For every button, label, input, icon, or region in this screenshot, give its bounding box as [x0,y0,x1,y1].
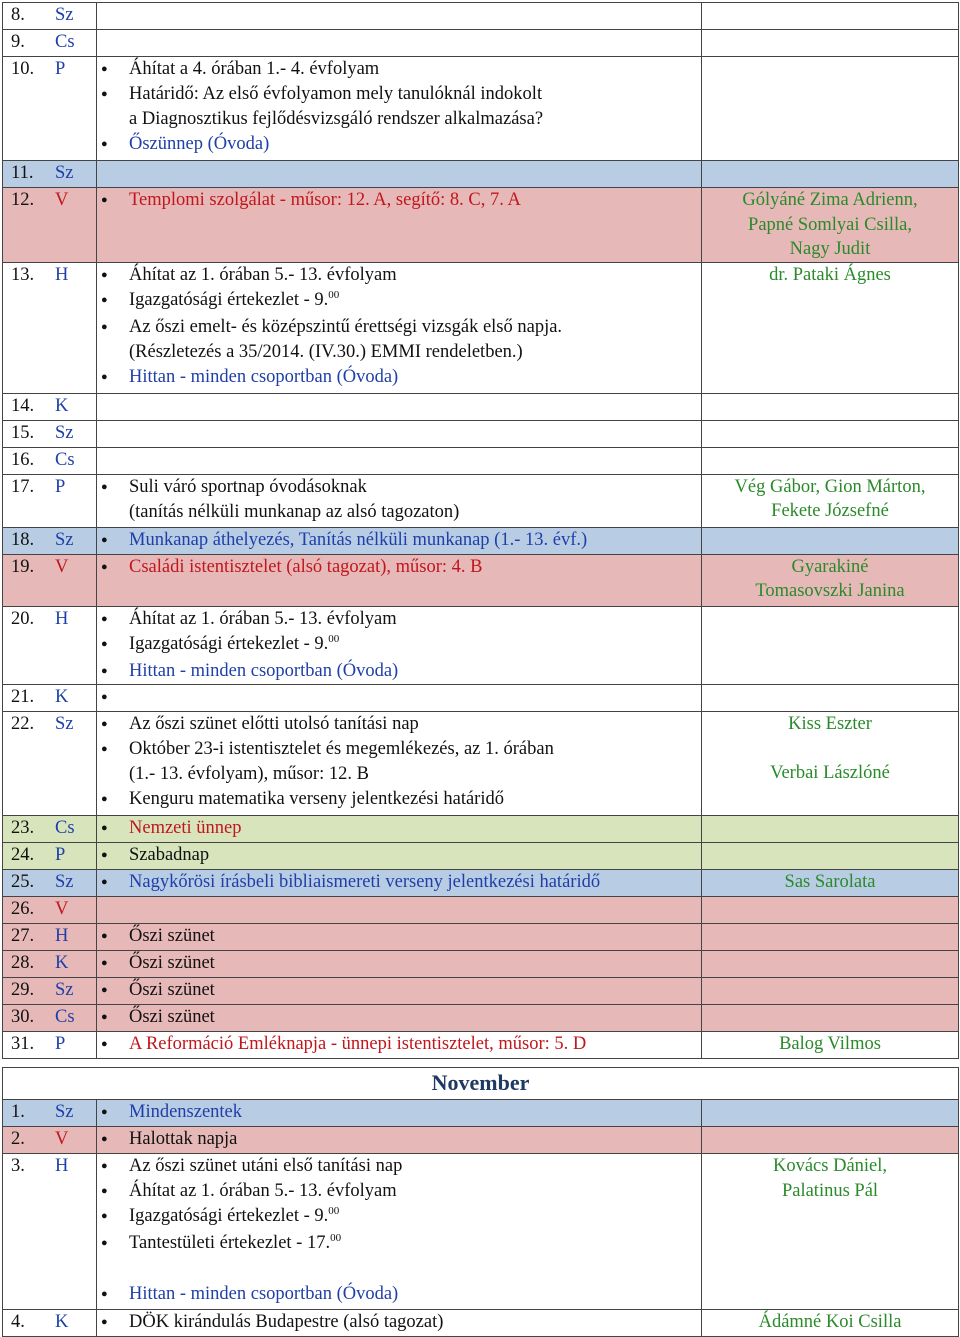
event-list [99,475,701,525]
event-text: Kenguru matematika verseny jelentkezési határidő [129,788,504,809]
responsible-person: Kiss Eszter [788,713,872,734]
event-item [99,475,701,500]
event-item [99,762,701,787]
day-row [3,869,959,896]
event-text: Őszi szünet [129,1006,215,1027]
day-of-week: Sz [55,163,74,183]
day-number: 10. [11,59,35,79]
day-cell [3,527,97,554]
day-number: 16. [11,449,35,470]
event-text: Igazgatósági értekezlet - 9. [129,1206,329,1226]
event-item [99,685,701,710]
day-cell [3,1310,97,1337]
events-cell [97,447,702,474]
event-text: Hittan - minden csoportban (Óvoda) [129,1284,399,1304]
event-text: Szabadnap [129,844,210,865]
day-row [3,30,959,57]
responsible-person: Sas Sarolata [784,871,876,892]
day-number: 11. [11,163,34,183]
day-cell [3,1004,97,1031]
day-number: 26. [11,898,35,919]
events-cell [97,815,702,842]
november-table [2,1067,959,1337]
events-cell [97,1127,702,1154]
event-text: Munkanap áthelyezés, Tanítás nélküli munkanap (1.- 13. évf.) [129,529,588,550]
events-cell [97,262,702,393]
event-text: Hittan - minden csoportban (Óvoda) [129,660,399,681]
october-table [2,2,959,1059]
day-row [3,420,959,447]
day-row [3,1004,959,1031]
day-cell [3,842,97,869]
day-cell [3,474,97,527]
time-superscript: 00 [328,1205,340,1217]
event-text: Nagykőrösi írásbeli bibliaismereti verseny jelentkezési határidő [129,871,601,892]
event-item [99,1032,701,1057]
day-row [3,1310,959,1337]
event-item [99,528,701,553]
day-row [3,447,959,474]
events-cell [97,420,702,447]
events-cell [97,554,702,606]
day-row [3,896,959,923]
day-cell [3,977,97,1004]
event-text: Áhítat az 1. órában 5.- 13. évfolyam [129,608,397,629]
day-number: 27. [11,925,35,946]
event-list [99,607,701,684]
events-cell [97,923,702,950]
day-of-week: Cs [55,449,75,470]
day-cell [3,57,97,161]
responsible-cell [702,554,959,606]
event-text: Őszi szünet [129,979,215,1000]
day-cell [3,420,97,447]
day-of-week: H [55,925,69,946]
day-row [3,3,959,30]
day-of-week: Sz [55,422,74,443]
event-text: Az őszi szünet utáni első tanítási nap [129,1156,403,1176]
day-of-week: Sz [55,713,74,734]
day-row [3,57,959,161]
event-list [99,870,701,895]
events-cell [97,1031,702,1058]
responsible-person: Papné Somlyai Csilla, [748,214,912,235]
day-of-week: H [55,608,69,629]
event-text: Halottak napja [129,1129,238,1149]
day-row [3,606,959,684]
day-cell [3,711,97,815]
responsible-person: Kovács Dániel, [772,1156,888,1176]
responsible-cell [702,30,959,57]
event-item [99,555,701,580]
responsible-cell [702,1100,959,1127]
responsible-cell [702,1127,959,1154]
day-of-week: Sz [55,529,74,550]
responsible-cell [702,57,959,161]
events-cell [97,161,702,188]
responsible-person: dr. Pataki Ágnes [769,264,891,285]
day-of-week: Sz [55,871,74,892]
day-cell [3,869,97,896]
day-of-week: H [55,264,69,285]
day-number: 3. [11,1156,25,1176]
day-of-week: P [55,844,66,865]
day-number: 15. [11,422,35,443]
day-of-week: K [55,395,69,416]
responsible-cell [702,188,959,263]
day-of-week: V [55,556,69,577]
event-list [99,1032,701,1057]
day-row [3,977,959,1004]
day-row [3,815,959,842]
responsible-person: Verbai Lászlóné [770,762,890,783]
event-text: Őszünnep (Óvoda) [129,134,270,154]
responsible-cell [702,950,959,977]
day-number: 20. [11,608,35,629]
events-cell [97,474,702,527]
responsible-cell [702,815,959,842]
day-of-week: Cs [55,817,75,838]
event-list [99,263,701,390]
events-cell [97,896,702,923]
day-number: 12. [11,190,35,210]
events-cell [97,950,702,977]
event-item [99,1258,701,1282]
responsible-person: Balog Vilmos [779,1033,881,1054]
event-text: Mindenszentek [129,1102,243,1122]
day-cell [3,3,97,30]
event-item [99,82,701,107]
day-cell [3,606,97,684]
day-row [3,1127,959,1154]
event-text: A Reformáció Emléknapja - ünnepi istentisztelet, műsor: 5. D [129,1033,587,1054]
day-row [3,1031,959,1058]
event-text: (tanítás nélküli munkanap az alsó tagozaton) [129,501,460,522]
day-number: 17. [11,476,35,497]
events-cell [97,3,702,30]
day-row [3,188,959,263]
day-cell [3,1127,97,1154]
event-list [99,712,701,812]
day-of-week: K [55,952,69,973]
day-row [3,711,959,815]
day-number: 1. [11,1102,25,1122]
event-text: Családi istentisztelet (alsó tagozat), műsor: 4. B [129,556,483,577]
day-cell [3,161,97,188]
event-item [99,816,701,841]
event-item [99,843,701,868]
day-cell [3,262,97,393]
responsible-cell [702,869,959,896]
events-cell [97,1100,702,1127]
event-item [99,1310,701,1335]
event-item [99,924,701,949]
day-row [3,474,959,527]
day-row [3,1100,959,1127]
event-list [99,978,701,1003]
responsible-cell [702,1310,959,1337]
day-cell [3,554,97,606]
responsible-person: Vég Gábor, Gion Márton, [734,476,926,497]
event-text: DÖK kirándulás Budapestre (alsó tagozat) [129,1312,444,1332]
day-of-week: Cs [55,1006,75,1027]
responsible-cell [702,684,959,711]
day-of-week: P [55,476,66,497]
day-of-week: V [55,190,69,210]
event-text: Az őszi emelt- és középszintű érettségi vizsgák első napja. [129,316,563,337]
day-number: 29. [11,979,35,1000]
event-item [99,1005,701,1030]
event-list [99,924,701,949]
day-number: 22. [11,713,35,734]
day-row [3,842,959,869]
responsible-cell [702,1031,959,1058]
responsible-cell [702,3,959,30]
events-cell [97,393,702,420]
responsible-person: Ádámné Koi Csilla [758,1312,902,1332]
event-text: Október 23-i istentisztelet és megemlékezés, az 1. órában [129,738,554,759]
event-list [99,1127,701,1152]
event-list [99,555,701,580]
responsible-cell [702,420,959,447]
event-item [99,107,701,132]
day-number: 28. [11,952,35,973]
day-cell [3,1031,97,1058]
event-list [99,528,701,553]
responsible-person: Palatinus Pál [781,1180,879,1201]
event-text: Igazgatósági értekezlet - 9. [129,633,329,654]
day-of-week: V [55,1129,69,1149]
event-item [99,787,701,812]
event-item [99,737,701,762]
event-item [99,1100,701,1125]
event-item [99,607,701,632]
day-number: 23. [11,817,35,838]
responsible-cell [702,527,959,554]
events-cell [97,1154,702,1310]
responsible-cell [702,711,959,815]
event-item [99,263,701,288]
event-text: (Részletezés a 35/2014. (IV.30.) EMMI rendeletben.) [129,341,523,362]
responsible-cell [702,161,959,188]
event-item [99,1127,701,1152]
responsible-cell [702,393,959,420]
day-of-week: V [55,898,69,919]
event-item [99,1154,701,1179]
events-cell [97,684,702,711]
events-cell [97,869,702,896]
day-row [3,1154,959,1310]
event-list [99,843,701,868]
day-of-week: Sz [55,1102,74,1122]
event-item [99,365,701,390]
time-superscript: 00 [330,1232,342,1244]
responsible-cell [702,606,959,684]
day-of-week: P [55,59,66,79]
event-text: Suli váró sportnap óvodásoknak [129,476,367,497]
event-text: Áhítat az 1. órában 5.- 13. évfolyam [129,264,397,285]
day-number: 4. [11,1312,25,1332]
responsible-person: Tomasovszki Janina [755,581,905,601]
responsible-cell [702,447,959,474]
responsible-person: Gólyáné Zima Adrienn, [742,190,918,210]
event-item [99,978,701,1003]
day-row [3,527,959,554]
events-cell [97,30,702,57]
responsible-cell [702,842,959,869]
responsible-cell [702,1154,959,1310]
event-text: Áhítat az 1. órában 5.- 13. évfolyam [129,1181,397,1201]
time-superscript: 00 [328,288,340,301]
event-text: Áhítat a 4. órában 1.- 4. évfolyam [129,59,380,79]
event-item [99,315,701,340]
event-list [99,57,701,157]
responsible-person: Gyarakiné [791,556,869,577]
day-number: 30. [11,1006,35,1027]
event-text: Határidő: Az első évfolyamon mely tanulóknál indokolt [129,84,543,104]
event-item [99,659,701,684]
event-text: Őszi szünet [129,952,215,973]
event-list [99,1005,701,1030]
time-superscript: 00 [328,632,340,645]
responsible-cell [702,474,959,527]
responsible-cell [702,896,959,923]
event-text: Az őszi szünet előtti utolsó tanítási nap [129,713,419,734]
month-title: November [3,1068,959,1100]
event-item [99,1179,701,1204]
day-of-week: K [55,686,69,707]
day-number: 19. [11,556,35,577]
event-item [99,1282,701,1307]
events-cell [97,527,702,554]
responsible-cell [702,1004,959,1031]
responsible-cell [702,923,959,950]
events-cell [97,711,702,815]
events-cell [97,606,702,684]
events-cell [97,977,702,1004]
day-cell [3,1154,97,1310]
events-cell [97,188,702,263]
event-text: Őszi szünet [129,925,215,946]
day-of-week: Sz [55,5,74,25]
day-of-week: K [55,1312,69,1332]
event-text: Igazgatósági értekezlet - 9. [129,289,329,310]
events-cell [97,57,702,161]
day-number: 21. [11,686,35,707]
event-item [99,288,701,315]
day-cell [3,815,97,842]
day-cell [3,896,97,923]
responsible-cell [702,262,959,393]
responsible-person: Fekete Józsefné [771,501,889,521]
day-of-week: H [55,1156,69,1176]
event-item [99,500,701,525]
day-row [3,262,959,393]
day-of-week: Sz [55,979,74,1000]
event-list [99,816,701,841]
day-row [3,393,959,420]
event-list [99,1310,701,1335]
day-of-week: P [55,1033,66,1054]
event-list [99,188,701,213]
event-text: Tantestületi értekezlet - 17. [129,1233,331,1253]
day-number: 13. [11,264,35,285]
event-text: Nemzeti ünnep [129,817,242,838]
event-item [99,870,701,895]
day-number: 25. [11,871,35,892]
event-text: Hittan - minden csoportban (Óvoda) [129,366,399,387]
day-cell [3,30,97,57]
day-row [3,161,959,188]
day-number: 8. [11,5,25,25]
day-cell [3,393,97,420]
event-item [99,632,701,659]
events-cell [97,1004,702,1031]
event-list [99,951,701,976]
responsible-cell [702,977,959,1004]
event-list [99,1154,701,1307]
day-number: 14. [11,395,35,416]
events-cell [97,1310,702,1337]
day-number: 24. [11,844,35,865]
day-cell [3,923,97,950]
day-cell [3,447,97,474]
day-row [3,950,959,977]
day-number: 9. [11,32,25,52]
day-cell [3,1100,97,1127]
day-number: 2. [11,1129,25,1149]
day-row [3,554,959,606]
event-list [99,685,701,710]
day-number: 31. [11,1033,35,1054]
day-of-week: Cs [55,32,75,52]
event-text: Templomi szolgálat - műsor: 12. A, segítő: 8. C, 7. A [129,190,521,210]
events-cell [97,842,702,869]
event-text: (1.- 13. évfolyam), műsor: 12. B [129,763,369,784]
event-item [99,188,701,213]
day-cell [3,684,97,711]
day-cell [3,950,97,977]
day-cell [3,188,97,263]
day-row [3,923,959,950]
event-item [99,57,701,82]
event-item [99,340,701,365]
event-item [99,951,701,976]
event-item [99,132,701,157]
day-number: 18. [11,529,35,550]
event-text: a Diagnosztikus fejlődésvizsgáló rendszer alkalmazása? [129,109,544,129]
day-row [3,684,959,711]
event-item [99,1231,701,1258]
event-item [99,712,701,737]
event-list [99,1100,701,1125]
event-item [99,1204,701,1231]
responsible-person: Nagy Judit [789,239,871,259]
